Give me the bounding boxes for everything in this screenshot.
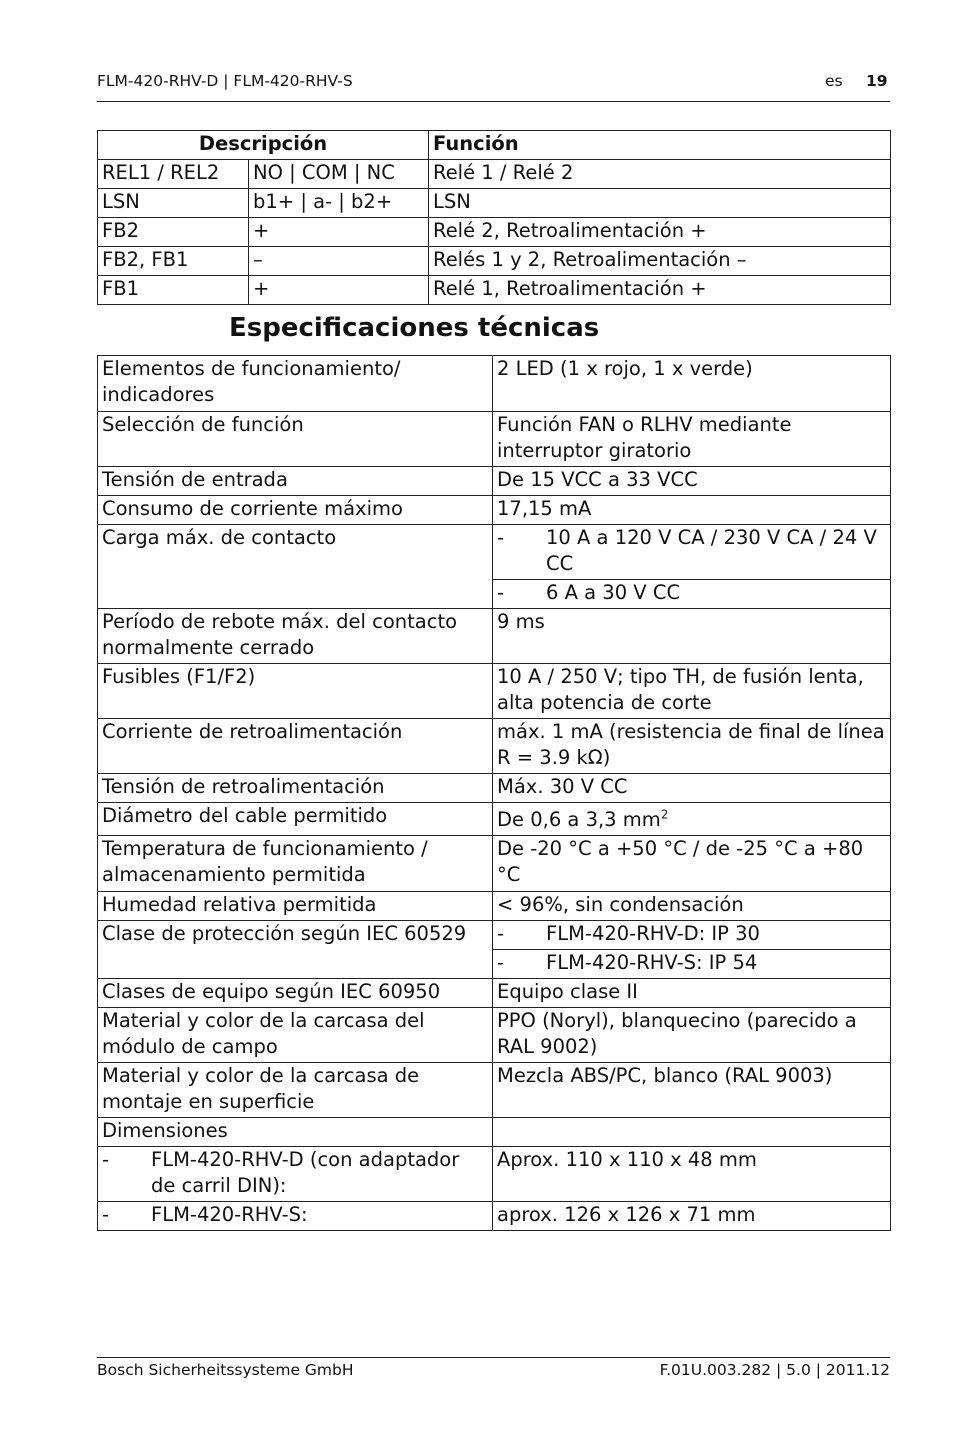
bullet-dash: - (497, 581, 505, 604)
terminal-name: FB2 (98, 218, 249, 247)
spec-label: Período de rebote máx. del contacto normalmente cerrado (98, 609, 493, 664)
spec-row (98, 664, 891, 719)
spec-row (98, 356, 891, 412)
spec-label: Material y color de la carcasa del módulo de campo (98, 1008, 493, 1063)
spec-value: 17,15 mA (493, 496, 891, 525)
spec-value: PPO (Noryl), blanquecino (parecido a RAL 9002) (493, 1008, 891, 1063)
spec-label: Tensión de retroalimentación (98, 774, 493, 803)
spec-value (493, 1118, 891, 1147)
spec-value: 2 LED (1 x rojo, 1 x verde) (493, 356, 891, 412)
spec-value: Mezcla ABS/PC, blanco (RAL 9003) (493, 1063, 891, 1118)
header-language: es (825, 72, 843, 90)
terminal-function: Relé 1, Retroalimentación + (429, 276, 891, 305)
cable-diameter-value: De 0,6 a 3,3 mm (497, 808, 661, 831)
footer-doc-ref: F.01U.003.282 | 5.0 | 2011.12 (659, 1361, 890, 1379)
spec-label (98, 1202, 493, 1231)
header-title: FLM-420-RHV-D | FLM-420-RHV-S (97, 72, 353, 90)
table-row (98, 247, 891, 276)
spec-value (493, 525, 891, 580)
spec-row (98, 1118, 891, 1147)
spec-value: Equipo clase II (493, 979, 891, 1008)
terminal-function: Relé 1 / Relé 2 (429, 160, 891, 189)
spec-label: Elementos de funcionamiento/ indicadores (98, 356, 493, 412)
spec-row (98, 836, 891, 892)
terminal-name: FB1 (98, 276, 249, 305)
spec-row (98, 921, 891, 950)
contact-load-dc: 6 A a 30 V CC (546, 581, 681, 604)
terminal-function: Relé 2, Retroalimentación + (429, 218, 891, 247)
terminal-function: LSN (429, 189, 891, 218)
footer-rule (97, 1357, 890, 1358)
spec-row (98, 496, 891, 525)
spec-value: Máx. 30 V CC (493, 774, 891, 803)
spec-label: Carga máx. de contacto (98, 525, 493, 609)
spec-row (98, 412, 891, 467)
spec-label: Selección de función (98, 412, 493, 467)
spec-row (98, 803, 891, 836)
table-row (98, 160, 891, 189)
terminal-pins: – (249, 247, 429, 276)
spec-label: Clase de protección según IEC 60529 (98, 921, 493, 979)
bullet-dash: - (497, 951, 505, 974)
specifications-table (97, 355, 891, 1231)
bullet-dash: - (497, 922, 505, 945)
spec-row (98, 979, 891, 1008)
spec-row (98, 609, 891, 664)
spec-row (98, 774, 891, 803)
footer-company: Bosch Sicherheitssysteme GmbH (97, 1361, 354, 1379)
section-title: Especificaciones técnicas (229, 313, 600, 343)
contact-load-ac: 10 A a 120 V CA / 230 V CA / 24 V CC (546, 526, 877, 575)
spec-row (98, 1202, 891, 1231)
spec-label: Clases de equipo según IEC 60950 (98, 979, 493, 1008)
bullet-dash: - (497, 526, 505, 549)
table-row (98, 218, 891, 247)
spec-row (98, 1008, 891, 1063)
spec-row (98, 525, 891, 580)
spec-label: Material y color de la carcasa de montaje en superficie (98, 1063, 493, 1118)
spec-value: máx. 1 mA (resistencia de final de línea R = 3.9 kΩ) (493, 719, 891, 774)
spec-row (98, 892, 891, 921)
table-row (98, 189, 891, 218)
spec-row (98, 1147, 891, 1202)
superscript: 2 (660, 807, 669, 822)
spec-row (98, 719, 891, 774)
spec-value: 9 ms (493, 609, 891, 664)
spec-value: aprox. 126 x 126 x 71 mm (493, 1202, 891, 1231)
terminal-name: FB2, FB1 (98, 247, 249, 276)
terminal-pins: NO | COM | NC (249, 160, 429, 189)
spec-row (98, 1063, 891, 1118)
spec-value: < 96%, sin condensación (493, 892, 891, 921)
terminal-function: Relés 1 y 2, Retroalimentación – (429, 247, 891, 276)
spec-label: Fusibles (F1/F2) (98, 664, 493, 719)
protection-class-d: FLM-420-RHV-D: IP 30 (546, 922, 760, 945)
header-rule (97, 101, 890, 102)
spec-value (493, 803, 891, 836)
spec-value: Aprox. 110 x 110 x 48 mm (493, 1147, 891, 1202)
terminal-name: REL1 / REL2 (98, 160, 249, 189)
spec-label: Consumo de corriente máximo (98, 496, 493, 525)
spec-value: De -20 °C a +50 °C / de -25 °C a +80 °C (493, 836, 891, 892)
spec-label: Corriente de retroalimentación (98, 719, 493, 774)
table-row (98, 276, 891, 305)
terminal-pins: b1+ | a- | b2+ (249, 189, 429, 218)
spec-label: Diámetro del cable permitido (98, 803, 493, 836)
spec-value: Función FAN o RLHV mediante interruptor giratorio (493, 412, 891, 467)
terminal-pins: + (249, 218, 429, 247)
dimension-d-label: FLM-420-RHV-D (con adaptador de carril DIN): (151, 1148, 460, 1197)
spec-label (98, 1147, 493, 1202)
table-header-row (98, 131, 891, 160)
spec-row (98, 467, 891, 496)
terminal-pins: + (249, 276, 429, 305)
page-number: 19 (866, 72, 888, 90)
terminal-name: LSN (98, 189, 249, 218)
spec-value (493, 580, 891, 609)
spec-label: Humedad relativa permitida (98, 892, 493, 921)
spec-label: Tensión de entrada (98, 467, 493, 496)
dimension-s-label: FLM-420-RHV-S: (151, 1203, 308, 1226)
description-header: Descripción (98, 131, 429, 160)
spec-value: 10 A / 250 V; tipo TH, de fusión lenta, alta potencia de corte (493, 664, 891, 719)
bullet-dash: - (102, 1203, 110, 1226)
spec-value (493, 921, 891, 950)
spec-label: Temperatura de funcionamiento / almacenamiento permitida (98, 836, 493, 892)
spec-value: De 15 VCC a 33 VCC (493, 467, 891, 496)
bullet-dash: - (102, 1148, 110, 1171)
protection-class-s: FLM-420-RHV-S: IP 54 (546, 951, 758, 974)
function-header: Función (429, 131, 891, 160)
spec-label: Dimensiones (98, 1118, 493, 1147)
terminal-table (97, 130, 891, 305)
spec-value (493, 950, 891, 979)
